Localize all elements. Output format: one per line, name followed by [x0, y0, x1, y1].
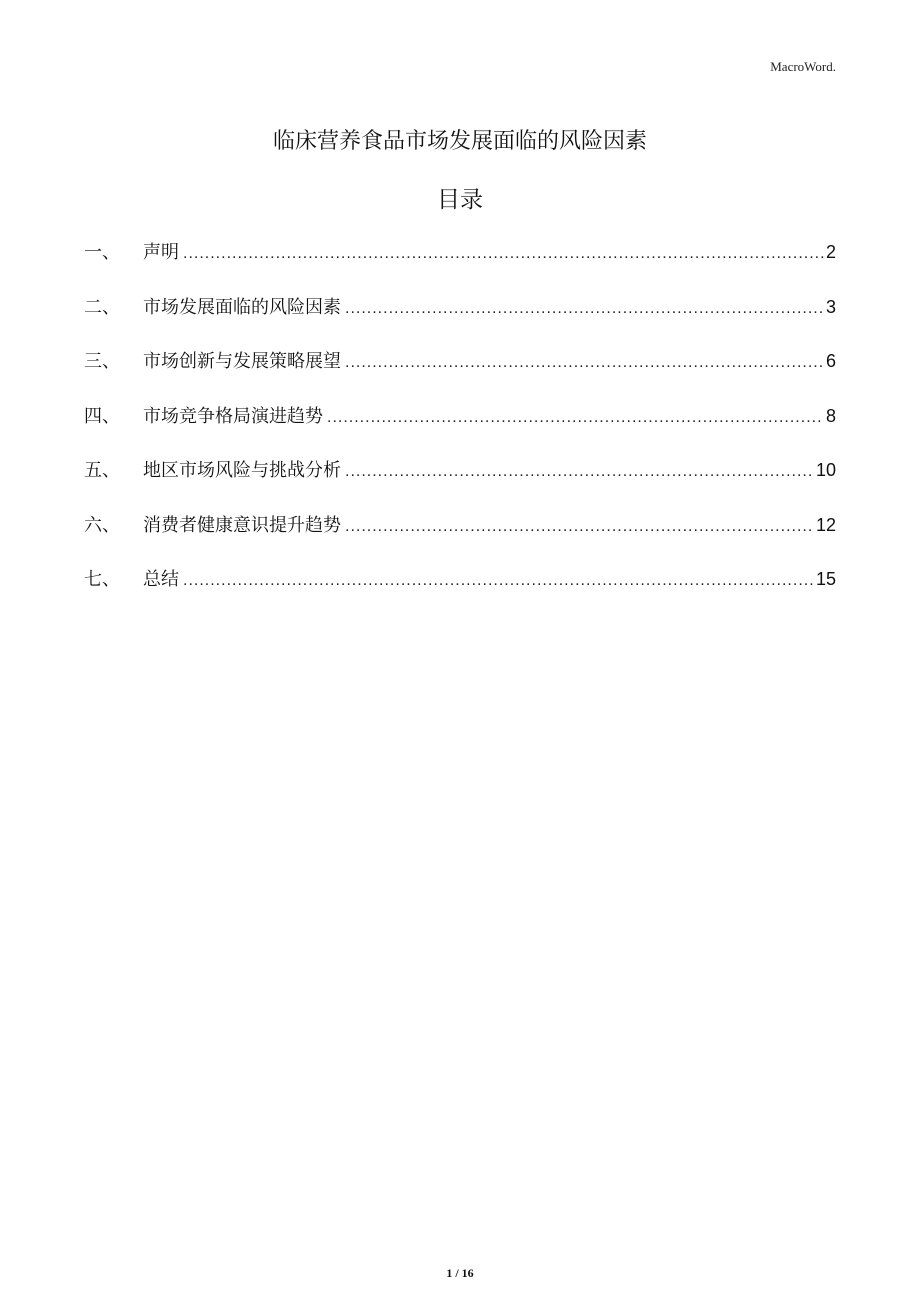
toc-entry-page[interactable]: 10: [815, 460, 836, 480]
toc-entry-label[interactable]: 声明: [143, 242, 179, 263]
toc-entry-label[interactable]: 市场发展面临的风险因素: [143, 296, 341, 318]
toc-entry-summary[interactable]: [84, 563, 836, 618]
page-indicator: 1 / 16: [446, 1266, 474, 1280]
toc-entry-regional-risk[interactable]: [84, 454, 836, 509]
toc-entry-label[interactable]: 市场竞争格局演进趋势: [143, 405, 323, 427]
toc-entry-number: 七、: [84, 569, 120, 590]
toc-entry-page[interactable]: 12: [815, 514, 836, 535]
toc-entry-page[interactable]: 15: [815, 569, 836, 589]
toc-dot-leader: [327, 402, 824, 434]
toc-dot-leader: [345, 511, 814, 543]
document-title: 临床营养食品市场发展面临的风险因素: [272, 129, 647, 154]
toc-entry-number: 五、: [84, 460, 120, 481]
toc-entry-number: 六、: [84, 514, 120, 536]
toc-entry-page[interactable]: 2: [825, 242, 836, 262]
toc-dot-leader: [345, 293, 824, 325]
toc-entry-number: 一、: [84, 242, 120, 263]
header-brand: MacroWord.: [770, 59, 836, 74]
toc-entry-label[interactable]: 总结: [143, 569, 179, 590]
toc-dot-leader: [345, 456, 814, 488]
toc-entry-number: 二、: [84, 296, 120, 318]
toc-dot-leader: [345, 347, 824, 379]
toc-entry-number: 三、: [84, 351, 120, 372]
toc-entry-declaration[interactable]: [84, 236, 836, 291]
toc-dot-leader: [183, 565, 814, 597]
table-of-contents: [84, 236, 836, 618]
toc-entry-label[interactable]: 市场创新与发展策略展望: [143, 351, 341, 372]
toc-dot-leader: [183, 238, 824, 270]
toc-entry-innovation-strategy[interactable]: [84, 345, 836, 400]
toc-entry-page[interactable]: 8: [825, 405, 836, 426]
toc-entry-competition-trends[interactable]: [84, 400, 836, 455]
toc-entry-label[interactable]: 消费者健康意识提升趋势: [143, 514, 341, 536]
toc-entry-label[interactable]: 地区市场风险与挑战分析: [143, 460, 341, 481]
toc-entry-page[interactable]: 3: [825, 296, 836, 317]
toc-entry-page[interactable]: 6: [825, 351, 836, 371]
toc-heading: 目录: [437, 187, 483, 213]
toc-entry-market-risk-factors[interactable]: [84, 291, 836, 346]
toc-entry-number: 四、: [84, 405, 120, 427]
toc-entry-consumer-health-awareness[interactable]: [84, 509, 836, 564]
